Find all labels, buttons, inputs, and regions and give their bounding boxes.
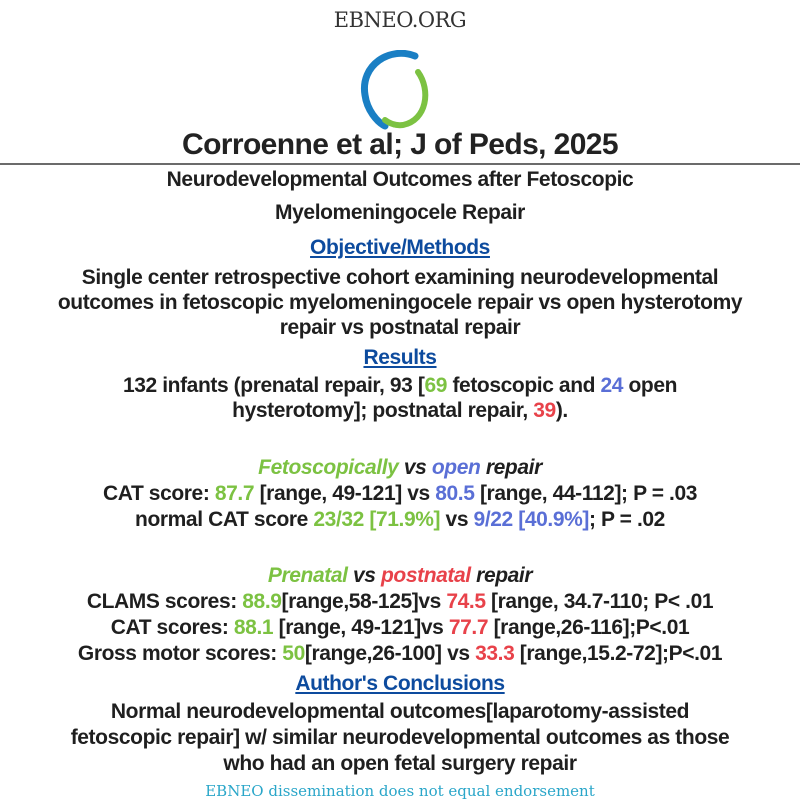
text-segment: repair — [470, 564, 533, 587]
divider — [0, 163, 800, 165]
objective-text-line-3 — [0, 315, 800, 341]
text-segment: CLAMS scores: — [86, 590, 243, 613]
article-title-line-1 — [0, 167, 800, 193]
conclusion-line-2 — [0, 725, 800, 751]
green-highlight-text: Prenatal — [267, 564, 348, 587]
text-segment: fetoscopic and — [447, 374, 601, 397]
green-highlight-text: 69 — [424, 374, 448, 397]
gross-motor-scores-line — [0, 641, 800, 667]
text-segment: [range, 44-112]; P = .03 — [474, 482, 698, 505]
text-segment: [range, 49-121] vs — [254, 482, 436, 505]
conclusion-line-3 — [0, 751, 800, 777]
text-segment: Gross motor scores: — [77, 642, 283, 665]
text-segment: Neurodevelopmental Outcomes after Fetoscopic — [166, 168, 634, 191]
blue-highlight-text: open — [431, 456, 481, 479]
text-segment: who had an open fetal surgery repair — [223, 752, 577, 775]
text-segment: open — [623, 374, 678, 397]
text-segment: ; P = .02 — [588, 508, 665, 531]
green-highlight-text: Fetoscopically — [258, 456, 399, 479]
text-segment: vs — [398, 456, 432, 479]
text-segment: Author's Conclusions — [295, 672, 505, 695]
text-segment: Normal neurodevelopmental outcomes[laparotomy-assisted — [110, 700, 690, 723]
text-segment: Results — [363, 346, 437, 369]
normal-cat-score-line — [0, 507, 800, 533]
text-segment: CAT scores: — [110, 616, 234, 639]
site-name: EBNEO.ORG — [333, 8, 467, 32]
citation-title: Corroenne et al; J of Peds, 2025 — [182, 128, 618, 161]
article-title-line-2 — [0, 200, 800, 226]
text-segment: [range,26-116];P<.01 — [488, 616, 690, 639]
objective-text-line-2 — [0, 290, 800, 316]
clams-scores-line — [0, 589, 800, 615]
prenatal-vs-postnatal-heading — [0, 563, 800, 589]
results-line-2 — [0, 398, 800, 424]
text-segment: 132 infants (prenatal repair, 93 [ — [122, 374, 425, 397]
text-segment: repair — [480, 456, 542, 479]
disclaimer-footer: EBNEO dissemination does not equal endorsement — [205, 782, 595, 800]
text-segment: normal CAT score — [135, 508, 314, 531]
cat-score-line — [0, 481, 800, 507]
text-segment: CAT score: — [102, 482, 215, 505]
objective-text-line-1 — [0, 265, 800, 291]
text-segment: [range, 49-121]vs — [273, 616, 449, 639]
cat-scores-line — [0, 615, 800, 641]
red-highlight-text: 33.3 — [475, 642, 515, 665]
green-highlight-text: 23/32 [71.9%] — [313, 508, 441, 531]
text-segment: Myelomeningocele Repair — [275, 201, 525, 224]
conclusion-line-1 — [0, 699, 800, 725]
text-segment: [range,58-125]vs — [281, 590, 447, 613]
text-segment: vs — [347, 564, 381, 587]
text-segment: Objective/Methods — [310, 236, 490, 259]
authors-conclusions-heading — [0, 671, 800, 697]
green-highlight-text: 88.9 — [242, 590, 282, 613]
green-highlight-text: 87.7 — [214, 482, 255, 505]
text-segment: hysterotomy]; postnatal repair, — [232, 399, 534, 422]
results-heading — [0, 345, 800, 371]
text-segment: Single center retrospective cohort examining neurodevelopmental — [81, 266, 719, 289]
green-highlight-text: 50 — [282, 642, 305, 665]
blue-highlight-text: 9/22 [40.9%] — [473, 508, 589, 531]
fetoscopic-vs-open-heading — [0, 455, 800, 481]
text-segment: repair vs postnatal repair — [279, 316, 521, 339]
red-highlight-text: 39 — [533, 399, 556, 422]
red-highlight-text: 74.5 — [446, 590, 486, 613]
text-segment: fetoscopic repair] w/ similar neurodevelopmental outcomes as those — [70, 726, 730, 749]
results-line-1 — [0, 373, 800, 399]
text-segment: outcomes in fetoscopic myelomeningocele repair vs open hysterotomy — [57, 291, 743, 314]
text-segment: [range,26-100] vs — [304, 642, 476, 665]
ebneo-logo-icon — [355, 50, 445, 130]
blue-highlight-text: 80.5 — [435, 482, 475, 505]
blue-highlight-text: 24 — [600, 374, 624, 397]
text-segment: [range,15.2-72];P<.01 — [514, 642, 723, 665]
text-segment: vs — [440, 508, 474, 531]
red-highlight-text: postnatal — [380, 564, 471, 587]
green-highlight-text: 88.1 — [233, 616, 274, 639]
text-segment: ). — [555, 399, 568, 422]
red-highlight-text: 77.7 — [448, 616, 489, 639]
text-segment: [range, 34.7-110; P< .01 — [485, 590, 714, 613]
objective-methods-heading — [0, 235, 800, 261]
